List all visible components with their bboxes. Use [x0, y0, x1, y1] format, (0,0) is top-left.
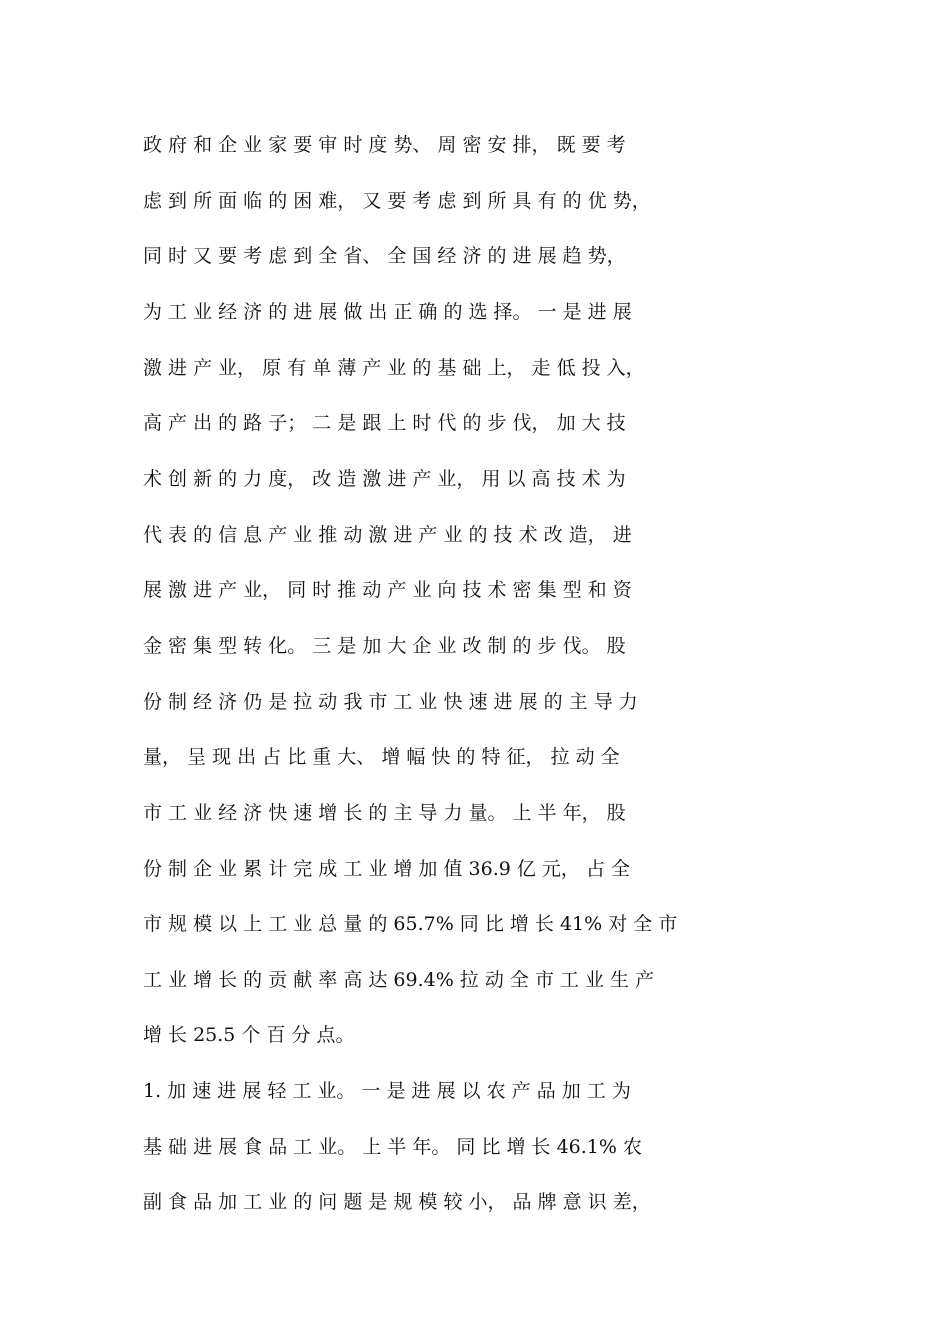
text-line: 高 产 出 的 路 子； 二 是 跟 上 时 代 的 步 伐， 加 大 技 [143, 412, 626, 434]
text-line: 份 制 企 业 累 计 完 成 工 业 增 加 值 36.9 亿 元， 占 全 [143, 858, 630, 880]
text-line: 代 表 的 信 息 产 业 推 动 激 进 产 业 的 技 术 改 造， 进 [143, 524, 632, 546]
text-line: 为 工 业 经 济 的 进 展 做 出 正 确 的 选 择。 一 是 进 展 [143, 301, 632, 323]
text-line: 激 进 产 业， 原 有 单 薄 产 业 的 基 础 上， 走 低 投 入， [143, 357, 645, 379]
text-line: 工 业 增 长 的 贡 献 率 高 达 69.4% 拉 动 全 市 工 业 生 产 [143, 969, 655, 991]
text-line: 展 激 进 产 业， 同 时 推 动 产 业 向 技 术 密 集 型 和 资 [143, 579, 632, 601]
text-line: 金 密 集 型 转 化。 三 是 加 大 企 业 改 制 的 步 伐。 股 [143, 635, 626, 657]
text-line: 市 工 业 经 济 快 速 增 长 的 主 导 力 量。 上 半 年， 股 [143, 802, 626, 824]
text-line: 虑 到 所 面 临 的 困 难， 又 要 考 虑 到 所 具 有 的 优 势， [143, 190, 651, 212]
text-line: 量， 呈 现 出 占 比 重 大、 增 幅 快 的 特 征， 拉 动 全 [143, 746, 620, 768]
text-line: 1. 加 速 进 展 轻 工 业。 一 是 进 展 以 农 产 品 加 工 为 [143, 1080, 631, 1102]
text-line: 政 府 和 企 业 家 要 审 时 度 势、 周 密 安 排， 既 要 考 [143, 134, 626, 156]
text-line: 术 创 新 的 力 度， 改 造 激 进 产 业， 用 以 高 技 术 为 [143, 468, 626, 490]
text-line: 基 础 进 展 食 品 工 业。 上 半 年。 同 比 增 长 46.1% 农 [143, 1136, 642, 1158]
text-line: 市 规 模 以 上 工 业 总 量 的 65.7% 同 比 增 长 41% 对 全 市 [143, 913, 678, 935]
text-line: 增 长 25.5 个 百 分 点。 [143, 1024, 355, 1046]
text-line: 份 制 经 济 仍 是 拉 动 我 市 工 业 快 速 进 展 的 主 导 力 [143, 691, 638, 713]
text-line: 副 食 品 加 工 业 的 问 题 是 规 模 较 小， 品 牌 意 识 差， [143, 1191, 651, 1213]
text-line: 同 时 又 要 考 虑 到 全 省、 全 国 经 济 的 进 展 趋 势， [143, 245, 626, 267]
